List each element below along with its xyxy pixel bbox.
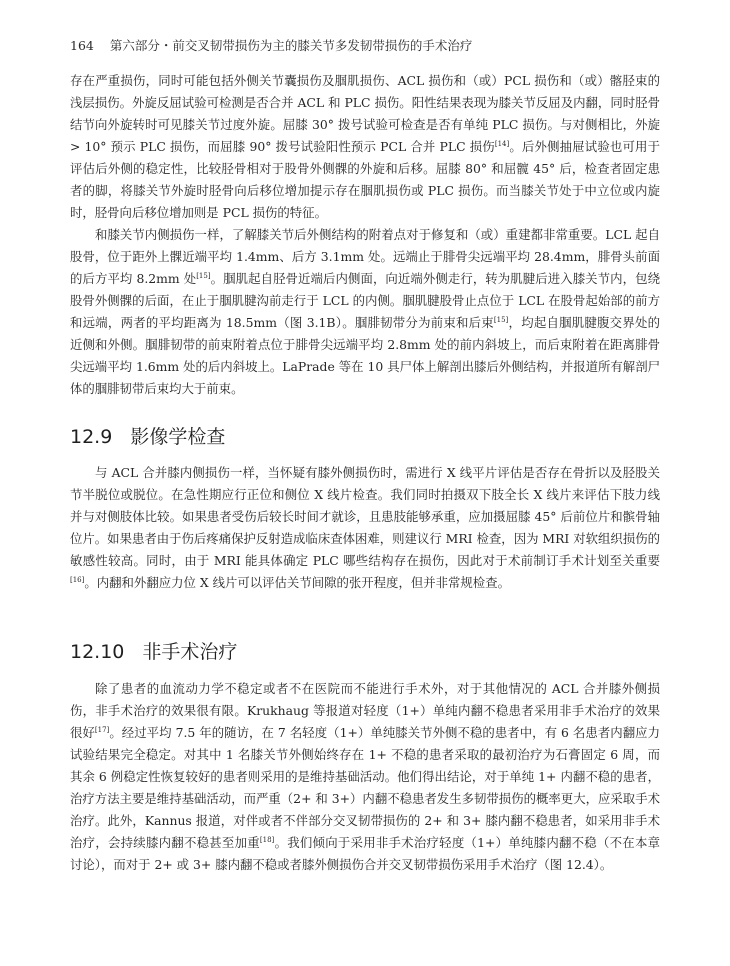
paragraph-text: 。我们倾向于采用非手术治疗轻度（1+）单纯膝内翻不稳（不在本章讨论），而对于 2+ 或 3+ 膝内翻不稳或者膝外侧损伤合并交叉韧带损伤采用手术治疗（图 12.4）。 — [70, 835, 661, 872]
section-number: 12.9 — [70, 426, 113, 448]
running-title: 第六部分・前交叉韧带损伤为主的膝关节多发韧带损伤的手术治疗 — [109, 38, 473, 53]
citation-ref: [16] — [70, 575, 85, 584]
paragraph-imaging — [70, 462, 660, 594]
section-heading-nonoperative — [70, 637, 237, 664]
paragraph-text: 。腘肌起自胫骨近端后内侧面，向近端外侧走行，转为肌腱后进入膝关节内，包绕股骨外侧髁的后面，在止于腘肌腱沟前走行于 LCL 的内侧。腘肌腱股骨止点位于 LCL 在股骨起始部的前方和远端，两者的平均距离为 18.5mm（图 3.1B）。腘腓韧带分为前束和后束 — [70, 271, 660, 330]
citation-ref: [15] — [493, 315, 509, 324]
section-heading-imaging — [70, 422, 225, 449]
paragraph-nonoperative — [70, 678, 660, 876]
citation-ref: [15] — [196, 271, 211, 280]
paragraph-text: 。内翻和外翻应力位 X 线片可以评估关节间隙的张开程度，但并非常规检查。 — [84, 575, 510, 590]
paragraph-text: 。经过平均 7.5 年的随访，在 7 名轻度（1+）单纯膝关节外侧不稳的患者中，有 6 名患者内翻应力试验结果完全稳定。对其中 1 名膝关节外侧始终存在 1+ 不稳的患者采取的最初治疗为石膏固定 6 周，而其余 6 例稳定性恢复较好的患者则采用的是维持基础活动。他们得出结论，对于单纯 1+ 内翻不稳的患者，治疗方法主要是维持基础活动，而严重（2+ 和 3+）内翻不稳患者发生多韧带损伤的概率更大，应采取手术治疗。此外，Kannus 报道，对伴或者不伴部分交叉韧带损伤的 2+ 和 3+ 膝内翻不稳患者，如采用非手术治疗，会持续膝内翻不稳甚至加重 — [70, 725, 661, 850]
paragraph-anatomy — [70, 224, 660, 400]
running-header — [70, 36, 472, 54]
citation-ref: [17] — [94, 725, 110, 734]
citation-ref: [14] — [494, 139, 510, 148]
paragraph-text: 除了患者的血流动力学不稳定或者不在医院而不能进行手术外，对于其他情况的 ACL 合并膝外侧损伤，非手术治疗的效果很有限。Krukhaug 等报道对轻度（1+）单纯内翻不稳患者采用非手术治疗的效果很好 — [70, 681, 660, 740]
section-title: 非手术治疗 — [142, 641, 238, 663]
paragraph-text: 存在严重损伤，同时可能包括外侧关节囊损伤及腘肌损伤、ACL 损伤和（或）PCL 损伤和（或）髂胫束的浅层损伤。外旋反屈试验可检测是否合并 ACL 和 PLC 损伤。阳性结果表现为膝关节反屈及内翻，同时胫骨结节向外旋转时可见膝关节过度外旋。屈膝 30° 拨号试验可检查是否有单纯 PLC 损伤。与对侧相比，外旋 > 10° 预示 PLC 损伤，而屈膝 90° 拨号试验阳性预示 PCL 合并 PLC 损伤 — [70, 73, 660, 154]
paragraph-lateral-tests — [70, 70, 660, 224]
citation-ref: [18] — [259, 835, 275, 844]
paragraph-text: 和膝关节内侧损伤一样，了解膝关节后外侧结构的附着点对于修复和（或）重建都非常重要。LCL 起自股骨，位于距外上髁近端平均 1.4mm、后方 3.1mm 处。远端止于腓骨尖远端平均 28.4mm，腓骨头前面的后方平均 8.2mm 处 — [70, 227, 660, 286]
paragraph-text: 与 ACL 合并膝内侧损伤一样，当怀疑有膝外侧损伤时，需进行 X 线平片评估是否存在骨折以及胫股关节半脱位或脱位。在急性期应行正位和侧位 X 线片检查。我们同时拍摄双下肢全长 X 线片来评估下肢力线并与对侧肢体比较。如果患者受伤后较长时间才就诊，且患肢能够承重，应加摄屈膝 45° 后前位片和髌骨轴位片。如果患者由于伤后疼痛保护反射造成临床查体困难，则建议行 MRI 检查，因为 MRI 对软组织损伤的敏感性较高。同时，由于 MRI 能具体确定 PLC 哪些结构存在损伤，因此对于术前制订手术计划至关重要 — [70, 465, 660, 568]
section-title: 影像学检查 — [130, 426, 226, 448]
paragraph-text: ，均起自腘肌腱腹交界处的近侧和外侧。腘腓韧带的前束附着点位于腓骨尖远端平均 2.8mm 处的前内斜坡上，而后束附着在距离腓骨尖远端平均 1.6mm 处的后内斜坡上。LaPrade 等在 10 具尸体上解剖出膝后外侧结构，并报道所有解剖尸体的腘腓韧带后束均大于前束。 — [70, 315, 661, 396]
paragraph-text: 。后外侧抽屉试验也可用于评估后外侧的稳定性，比较胫骨相对于股骨外侧髁的外旋和后移。屈膝 80° 和屈髋 45° 后，检查者固定患者的脚，将膝关节外旋时胫骨向后移位增加提示存在腘肌损伤或 PLC 损伤。而当膝关节处于中立位或内旋时，胫骨向后移位增加则是 PCL 损伤的特征。 — [70, 139, 660, 220]
section-number: 12.10 — [70, 641, 125, 663]
page-number: 164 — [70, 38, 94, 53]
